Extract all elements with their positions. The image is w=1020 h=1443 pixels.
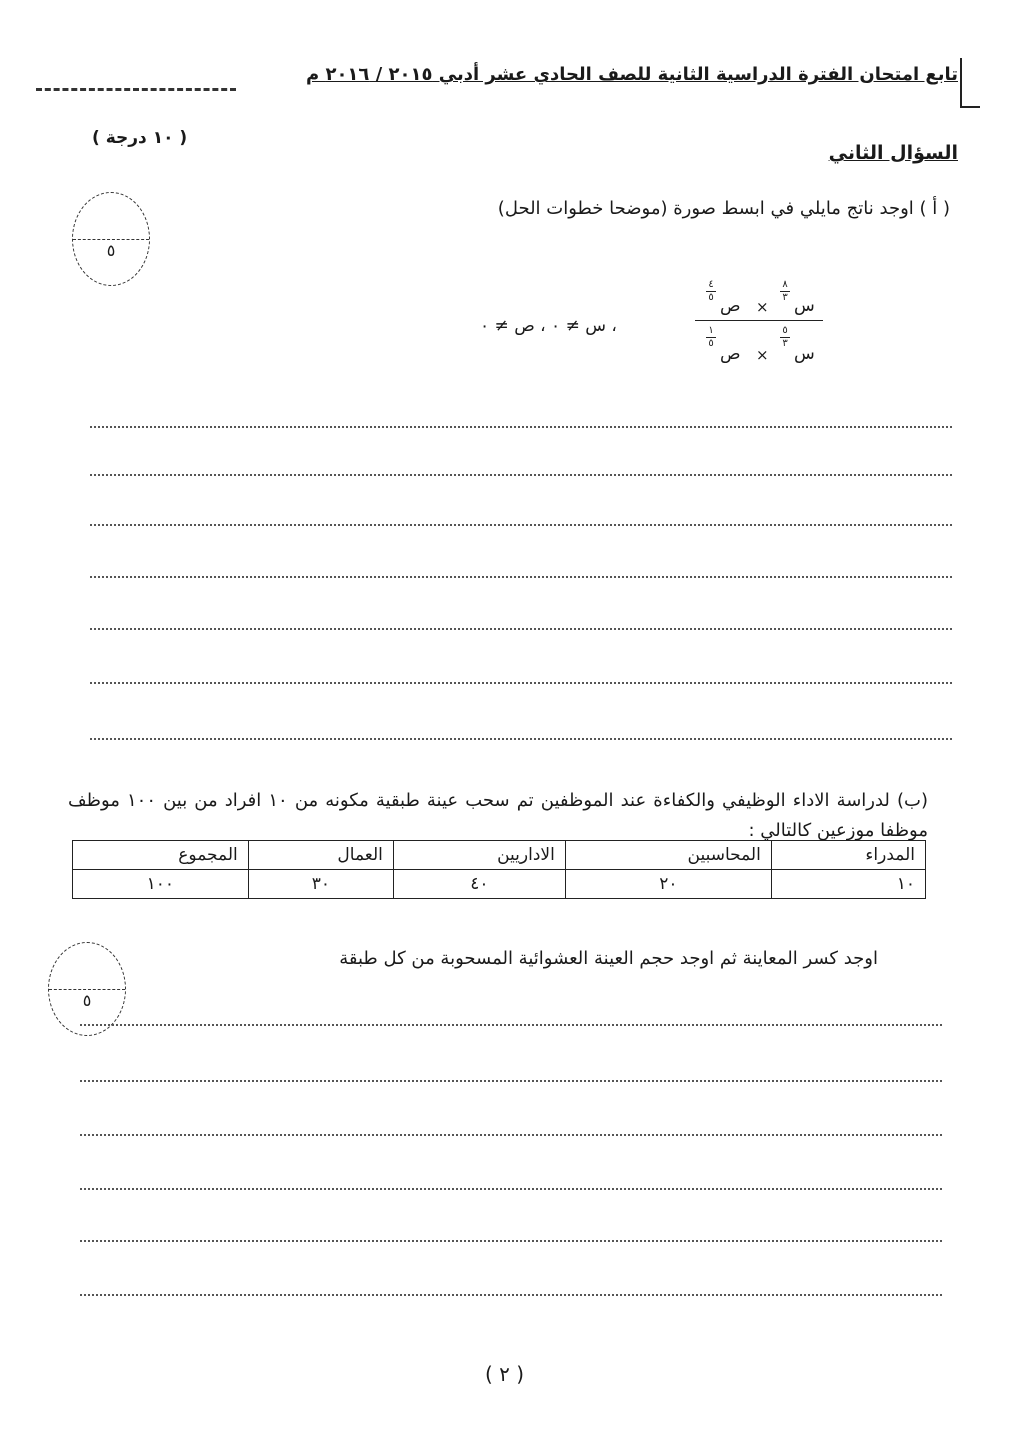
answer-line[interactable] — [90, 628, 952, 630]
table-header-cell: العمال — [248, 841, 393, 870]
part-a-instruction: ( أ ) اوجد ناتج مايلي في ابسط صورة (موضحا خطوات الحل) — [497, 198, 950, 219]
den-base-y: ص — [720, 344, 741, 364]
answer-line[interactable] — [80, 1080, 942, 1082]
den-times: × — [756, 346, 769, 364]
table-cell: ٢٠ — [565, 870, 771, 899]
num-exp-x: ٨ ٣ — [780, 280, 790, 303]
formula-numerator — [700, 280, 825, 320]
num-base-x: س — [794, 296, 815, 316]
formula-fraction-bar — [695, 320, 823, 321]
table-cell: ٤٠ — [393, 870, 565, 899]
part-a-score-circle — [72, 192, 150, 286]
table-cell: ٣٠ — [248, 870, 393, 899]
answer-line[interactable] — [80, 1024, 942, 1026]
answer-line[interactable] — [90, 682, 952, 684]
answer-line[interactable] — [80, 1188, 942, 1190]
header-dashed-line — [36, 88, 236, 91]
part-a-score-value: ٥ — [106, 240, 116, 260]
answer-line[interactable] — [80, 1294, 942, 1296]
answer-line[interactable] — [80, 1240, 942, 1242]
page-number: ( ٢ ) — [485, 1362, 525, 1386]
answer-line[interactable] — [90, 426, 952, 428]
table-row — [73, 870, 926, 899]
den-base-x: س — [794, 344, 815, 364]
table-header-cell: الاداريين — [393, 841, 565, 870]
table-cell: ١٠٠ — [73, 870, 249, 899]
num-base-y: ص — [720, 296, 741, 316]
table-header-cell: المدراء — [771, 841, 925, 870]
table-header-cell: المحاسبين — [565, 841, 771, 870]
answer-line[interactable] — [80, 1134, 942, 1136]
part-b-intro: (ب) لدراسة الاداء الوظيفي والكفاءة عند الموظفين تم سحب عينة طبقية مكونه من ١٠ افراد من بين ١٠٠ موظف موظفا موزعين كالتالي : — [68, 790, 928, 841]
answer-line[interactable] — [90, 524, 952, 526]
header-bracket — [960, 58, 980, 108]
den-exp-y: ١ ٥ — [706, 326, 716, 349]
part-b-task: اوجد كسر المعاينة ثم اوجد حجم العينة العشوائية المسحوبة من كل طبقة — [339, 948, 878, 969]
formula-condition: ، س ≠ ٠ ، ص ≠ ٠ — [480, 316, 617, 336]
table-cell: ١٠ — [771, 870, 925, 899]
answer-line[interactable] — [90, 738, 952, 740]
strata-table — [72, 840, 926, 899]
den-exp-x: ٥ ٣ — [780, 326, 790, 349]
exam-header-title: تابع امتحان الفترة الدراسية الثانية للصف الحادي عشر أدبي ٢٠١٥ / ٢٠١٦ م — [305, 64, 958, 85]
question-marks: ( ١٠ درجة ) — [92, 128, 188, 148]
table-header-row — [73, 841, 926, 870]
answer-line[interactable] — [90, 576, 952, 578]
question-title: السؤال الثاني — [828, 142, 958, 164]
part-b-score-value: ٥ — [82, 990, 92, 1010]
formula-denominator — [700, 324, 825, 368]
part-b-score-circle — [48, 942, 126, 1036]
answer-line[interactable] — [90, 474, 952, 476]
num-times: × — [756, 298, 769, 316]
num-exp-y: ٤ ٥ — [706, 280, 716, 303]
table-header-cell: المجموع — [73, 841, 249, 870]
